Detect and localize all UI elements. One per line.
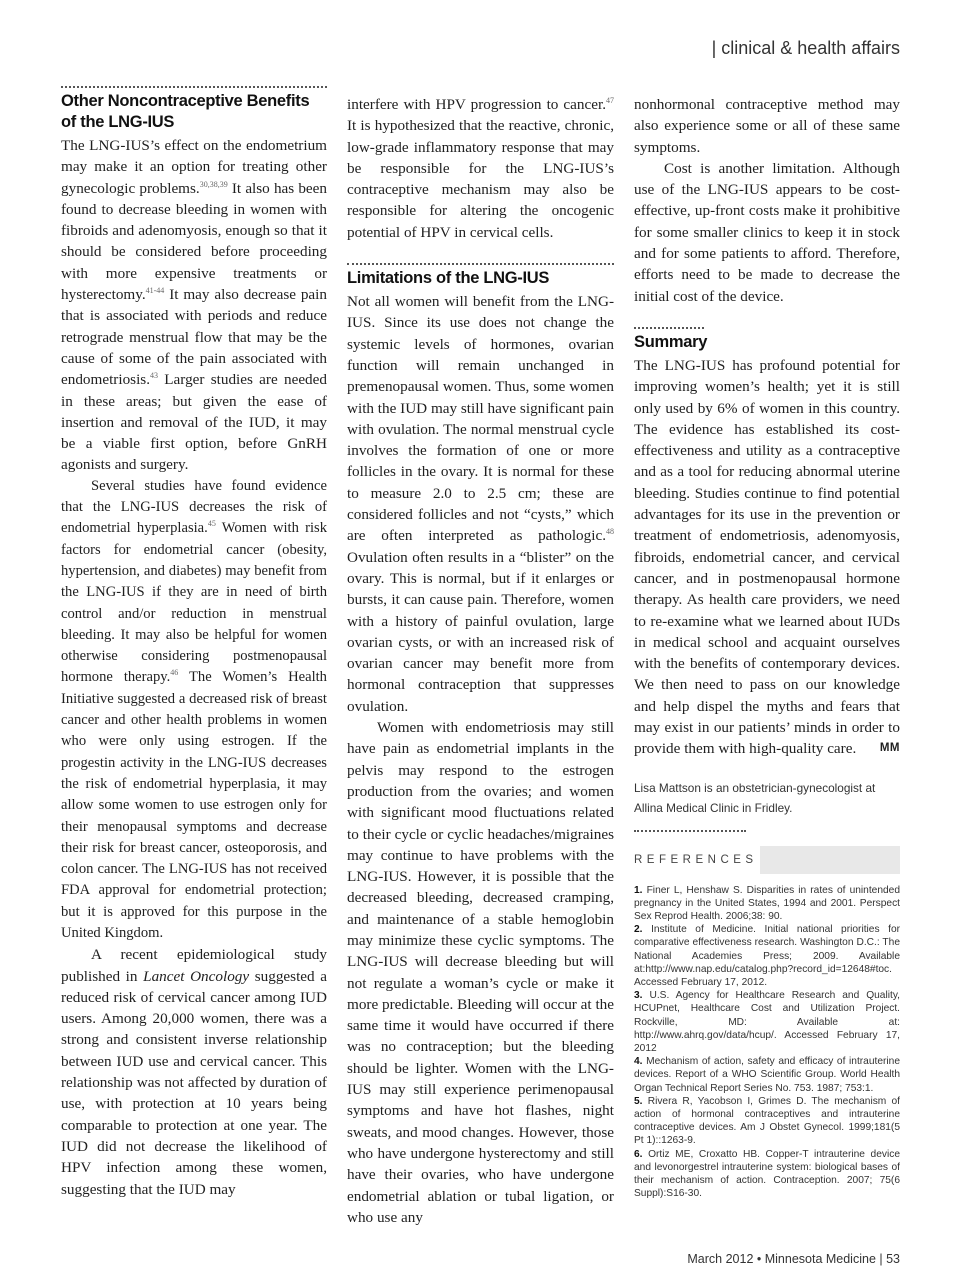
column-2 [347, 94, 614, 1228]
page-footer: March 2012 • Minnesota Medicine | 53 [687, 1252, 900, 1266]
journal-name: Lancet Oncology [143, 967, 250, 985]
paragraph: A recent epidemiological study published in Lancet Oncology suggested a reduced risk of cervical cancer among IUD users. Among 20,000 women, there was a strong and consistent inverse relationship between IUD use and cervical cancer. This relationship was not affected by duration of use, with protection at 10 years being comparable to protection at one year. The IUD did not decrease the likelihood of HPV infection among these women, suggesting that the IUD may [61, 946, 328, 1198]
citation: 47 [606, 96, 614, 105]
author-bio: Lisa Mattson is an obstetrician-gynecologist at Allina Medical Clinic in Fridley. [634, 780, 876, 815]
citation: 46 [170, 668, 179, 678]
heading-noncontraceptive-benefits: Other Noncontraceptive Benefits of the LNG-IUS [61, 92, 310, 131]
paragraph: nonhormonal contraceptive method may also experience some or all of these same symptoms. [634, 96, 900, 156]
reference-item: 2. Institute of Medicine. Initial national priorities for comparative effectiveness research. Washington D.C.: The National Academies Press; 2009. Available at:http://www.nap.edu/catalog.php?record_id=12648#toc. Accessed February 17, 2012. [634, 924, 900, 989]
paragraph: interfere with HPV progression to cancer.$^{47}$ It is hypothesized that the reactive, chronic, low-grade inflammatory response that may be responsible for the LNG-IUS’s contraceptive mechanism may also be responsible for altering the oncogenic potential of HPV in cervical cells. [347, 96, 614, 241]
section-divider [347, 263, 614, 265]
citation: 41-44 [145, 286, 165, 296]
paragraph: The LNG-IUS has profound potential for improving women’s health; yet it is still only used by 6% of women in this country. The evidence has established its cost-effectiveness and utility as a contraceptive and as a tool for reducing abnormal uterine bleeding. Studies continue to find potential advantages for its use in the prevention or treatment of endometriosis, adenomyosis, fibroids, endometrial cancer, and cervical cancer, and in postmenopausal hormone therapy. As health care providers, we need to re-examine what we learned about IUDs in medical school and acquaint ourselves with the benefits of contemporary devices. We then need to pass on our knowledge and help dispel the myths and fears that may exist in our patients’ minds in order to provide them with high-quality care. MM [634, 355, 900, 760]
heading-limitations: Limitations of the LNG-IUS [347, 269, 550, 288]
citation: 45 [207, 519, 216, 529]
section-divider [634, 830, 746, 832]
citation: 43 [150, 371, 159, 381]
column-3 [634, 94, 900, 1200]
author-signature: MM [879, 742, 900, 755]
reference-item: 3. U.S. Agency for Healthcare Research and Quality, HCUPnet, Healthcare Cost and Utilization Project. Rockville, MD: Available at: http://www.ahrq.gov/data/hcup/. Accessed February 17, 2012 [634, 990, 900, 1055]
section-header: | clinical & health affairs [711, 38, 900, 58]
paragraph: Several studies have found evidence that the LNG-IUS decreases the risk of endometrial hyperplasia.$^{45}$ Women with risk factors for endometrial cancer (obesity, hypertension, and diabetes) may benefit from the LNG-IUS if they are in need of birth control and/or reduction in menstrual bleeding. It may also be helpful for women otherwise considering postmenopausal hormone therapy.$^{46}$ The Women’s Health Initiative suggested a decreased risk of breast cancer and other health problems in women who were only using estrogen. If the progestin activity in the LNG-IUS decreases the risk of endometrial hyperplasia, it may allow some women to use estrogen only for their menopausal symptoms and decrease their risk for breast cancer, osteoporosis, and colon cancer. The LNG-IUS has not received FDA approval for endometrial protection; but it is approved for this purpose in the United Kingdom. [61, 477, 327, 941]
references-title: REFERENCES [634, 853, 758, 866]
reference-item: 4. Mechanism of action, safety and efficacy of intrauterine devices. Report of a WHO Scientific Group. World Health Organ Technical Report Series No. 753. 1987; 753:1. [634, 1056, 900, 1094]
reference-item: 6. Ortiz ME, Croxatto HB. Copper-T intrauterine device and levonorgestrel intrauterine system: biological bases of their mechanism of action. Contraception. 2007; 75(6 Suppl):S16-30. [634, 1148, 900, 1200]
paragraph: The LNG-IUS’s effect on the endometrium may make it an option for treating other gynecologic problems.$^{30,38,39}$ It also has been found to decrease bleeding in women with fibroids and adenomyosis, enough so that it should be considered before proceeding with more expensive treatments or hysterectomy.$^{41-44}$ It may also decrease pain that is associated with periods and reduce retrograde menstrual flow that may be the cause of some of the pain associated with endometriosis.$^{43}$ Larger studies are needed in these areas; but given the ease of insertion and removal of the IUD, it may be a viable first option, before GnRH agonists and surgery. [61, 137, 328, 474]
paragraph: Women with endometriosis may still have pain as endometrial implants in the pelvis may respond to the estrogen production from the ovaries; and women with significant mood fluctuations related to their cycle or cyclic headaches/migraines may continue to have problems with the LNG-IUS. However, it is possible that the decreased bleeding, decreased cramping, and maintenance of a stable hemoglobin may minimize these cyclic symptoms. The LNG-IUS will decrease bleeding but will not regulate a woman’s cycle or make it more predictable. Bleeding will occur at the same time it would have occurred if there was no contraception; but the bleeding should be lighter. Women with the LNG-IUS may still experience perimenopausal symptoms and have hot flashes, night sweats, and mood changes. However, those who have undergone hysterectomy and still have their ovaries, who have undergone endometrial ablation or tubal ligation, or who use any [347, 719, 614, 1226]
column-1 [61, 86, 327, 1200]
reference-item: 5. Rivera R, Yacobson I, Grimes D. The mechanism of action of hormonal contraceptives and intrauterine contraceptive devices. Am J Obstet Gynecol. 1999;181(5 Pt 1)::1263-9. [634, 1095, 900, 1147]
references-header [634, 846, 900, 874]
citation: 30,38,39 [199, 179, 228, 189]
paragraph: Not all women will benefit from the LNG-IUS. Since its use does not change the systemic levels of hormones, ovarian function will remain unchanged in premenopausal women. Thus, some women with the IUD may still have significant pain with ovulation. The normal menstrual cycle involves the formation of one or more follicles in the ovary. It is normal for these to measure 2.0 to 2.5 cm; these are considered follicles and not “cysts,” which are often interpreted as pathologic.$^{48}$ Ovulation often results in a “blister” on the ovary. This is normal, but if it enlarges or bursts, it can cause pain. Therefore, women with a history of painful ovulation, large ovarian cysts, or with an increased risk of ovarian cancer may benefit more from hormonal contraception that suppresses ovulation. [347, 293, 614, 715]
section-divider [61, 86, 327, 88]
references-list [634, 884, 900, 1201]
paragraph: Cost is another limitation. Although use of the LNG-IUS appears to be cost-effective, up-front costs make it prohibitive for some smaller clinics to keep it in stock and for some patients to afford. Therefore, efforts need to be made to decrease the initial cost of the device. [634, 159, 900, 305]
section-divider [634, 327, 704, 329]
heading-summary: Summary [634, 332, 708, 351]
citation: 48 [606, 527, 614, 537]
references-bar [760, 846, 900, 874]
reference-item: 1. Finer L, Henshaw S. Disparities in rates of unintended pregnancy in the United States, 1994 and 2001. Perspect Sex Reprod Health. 2006;38: 90. [634, 884, 900, 923]
